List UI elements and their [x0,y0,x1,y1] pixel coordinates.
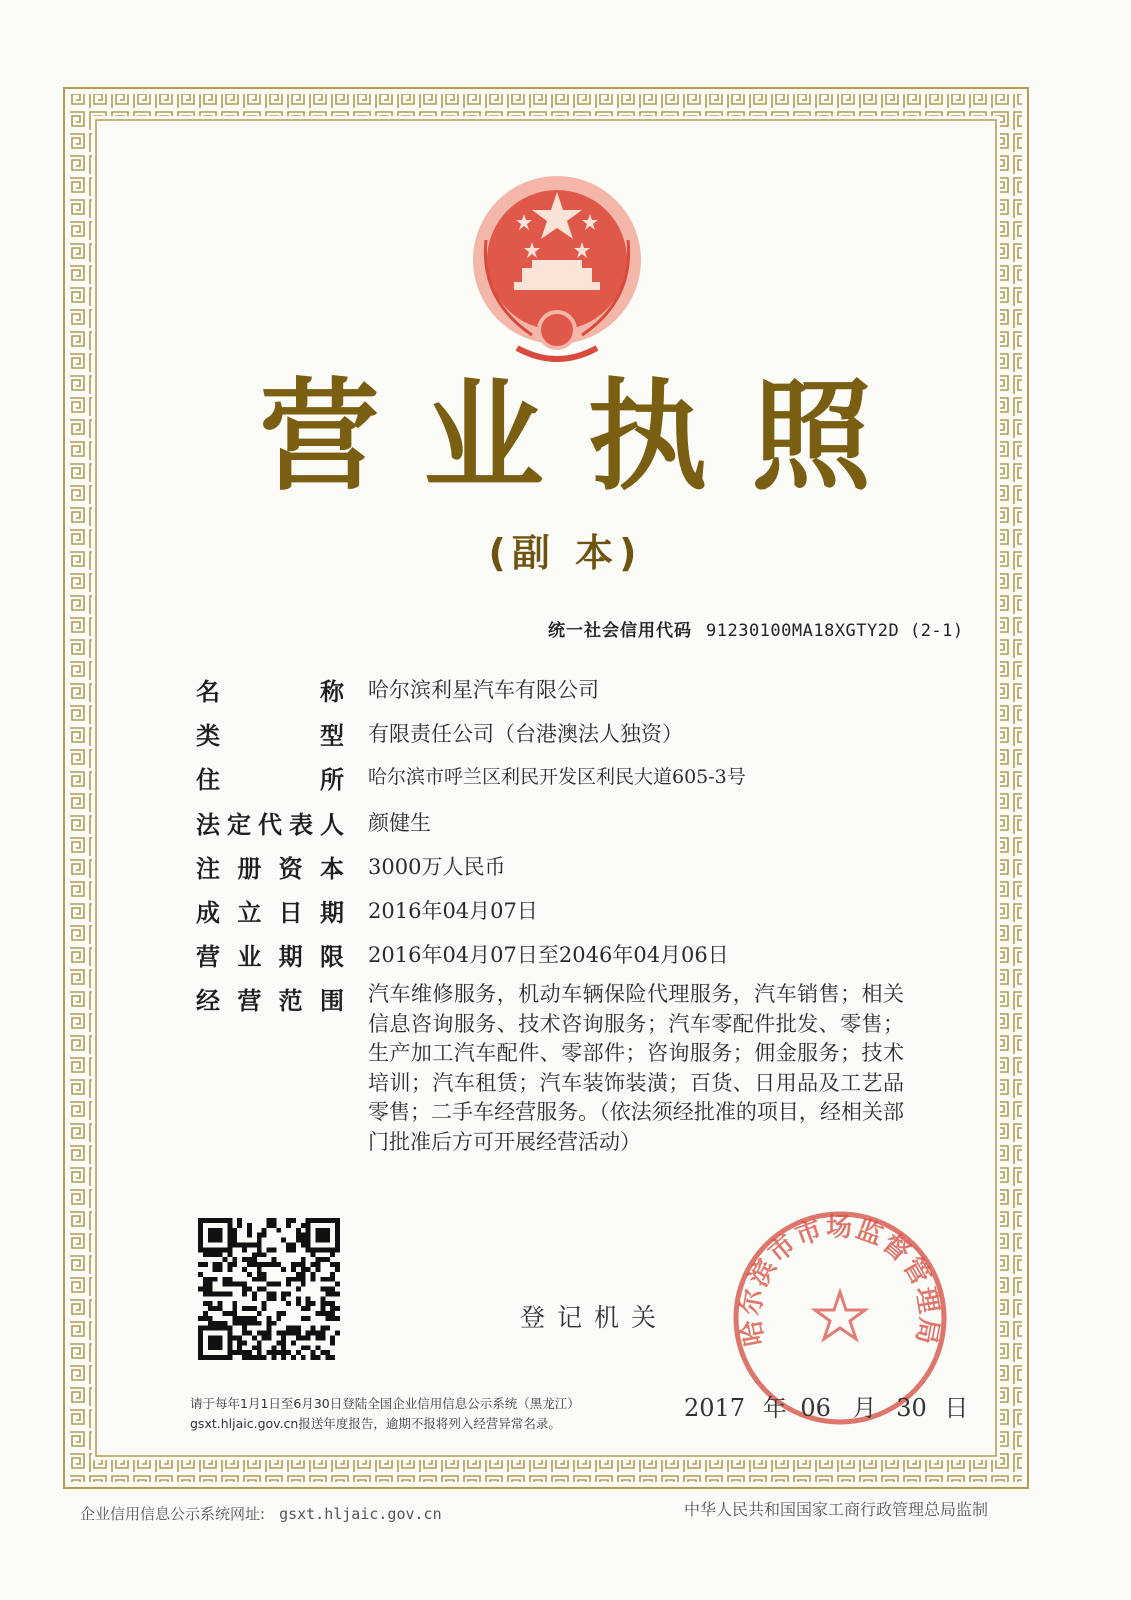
field-label-term: 营业期限 [196,943,344,971]
registration-authority-label: 登记机关 [520,1303,669,1332]
seal-text: 哈尔滨市市场监督管理局 [736,1212,944,1349]
field-value-scope: 汽车维修服务，机动车辆保险代理服务，汽车销售；相关信息咨询服务、技术咨询服务；汽车零配件批发、零售；生产加工汽车配件、零部件；咨询服务；佣金服务；技术培训；汽车租赁；汽车装饰装潢；百货、日用品及工艺品零售；二手车经营服务。（依法须经批准的项目，经相关部门批准后方可开展经营活动） [368,982,904,1154]
field-label-scope: 经营范围 [196,987,344,1015]
field-label-legal-rep: 法定代表人 [196,811,344,839]
field-value-legal-rep: 颜健生 [368,811,431,835]
document-title: 营业执照 [259,368,916,507]
field-label-capital: 注册资本 [196,855,344,883]
qr-code [198,1218,340,1360]
field-value-type: 有限责任公司（台港澳法人独资） [368,722,683,746]
footer-website [80,1503,442,1524]
issue-date-year-unit: 年 [762,1394,787,1422]
notice-line-2: gsxt.hljaic.gov.cn报送年度报告，逾期不报将列入经营异常名录。 [190,1416,561,1431]
field-value-established: 2016年04月07日 [368,899,538,923]
issue-date [684,1388,968,1423]
credit-code-row [548,616,964,641]
footer-website-url: gsxt.hljaic.gov.cn [279,1505,442,1523]
document-subtitle: (副 本) [488,531,643,575]
field-label-name: 名称 [196,678,344,706]
national-emblem [462,170,652,370]
issue-date-month: 06 [800,1394,831,1422]
credit-code-value: 91230100MA18XGTY2D (2-1) [706,621,964,641]
field-label-established: 成立日期 [196,899,344,927]
field-value-term: 2016年04月07日至2046年04月06日 [368,943,729,967]
field-value-capital: 3000万人民币 [368,855,506,879]
notice-line-1: 请于每年1月1日至6月30日登陆全国企业信用信息公示系统（黑龙江） [190,1396,580,1411]
field-value-address: 哈尔滨市呼兰区利民开发区利民大道605-3号 [368,766,746,788]
field-label-address: 住所 [196,766,344,794]
issue-date-year: 2017 [684,1394,746,1422]
field-value-name: 哈尔滨利星汽车有限公司 [368,678,599,702]
issue-date-month-unit: 月 [852,1394,877,1422]
issue-date-day: 30 [896,1394,927,1422]
annual-report-notice [190,1394,690,1434]
footer-website-label: 企业信用信息公示系统网址: [80,1505,266,1523]
footer-supervision-text: 中华人民共和国国家工商行政管理总局监制 [684,1500,989,1519]
field-label-type: 类型 [196,722,344,750]
credit-code-label: 统一社会信用代码 [548,621,692,641]
issue-date-day-unit: 日 [944,1394,969,1422]
